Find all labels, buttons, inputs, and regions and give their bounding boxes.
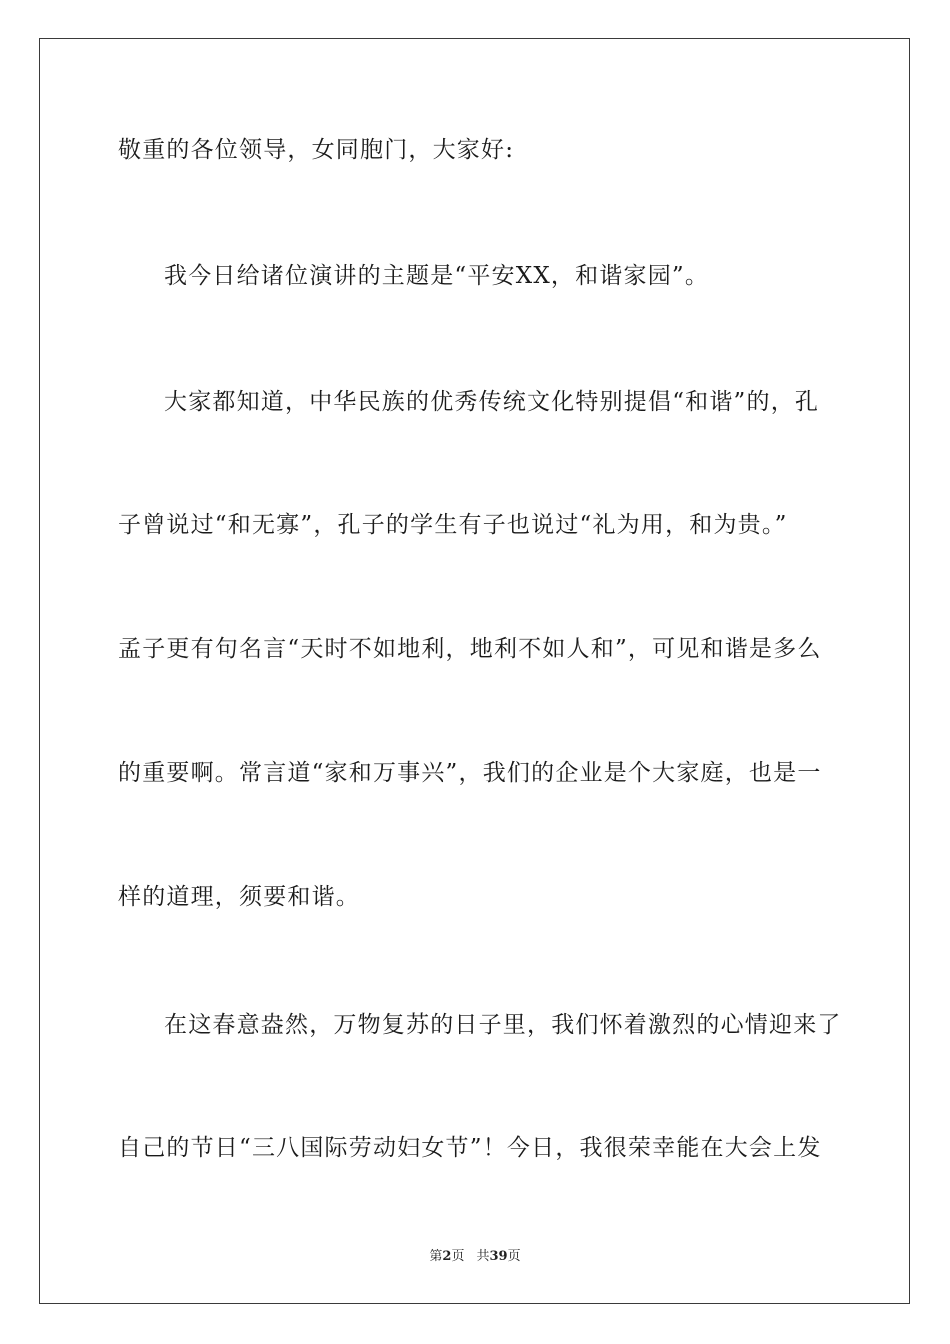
paragraph-line: 在这春意盎然，万物复苏的日子里，我们怀着激烈的心情迎来了 (164, 1012, 842, 1038)
total-prefix: 共 (476, 1249, 490, 1264)
page-prefix: 第 (429, 1249, 443, 1264)
paragraph-line: 子曾说过“和无寡”，孔子的学生有子也说过“礼为用，和为贵。” (118, 512, 788, 538)
paragraph-line: 孟子更有句名言“天时不如地利，地利不如人和”，可见和谐是多么 (118, 636, 822, 662)
paragraph-line: 的重要啊。常言道“家和万事兴”，我们的企业是个大家庭，也是一 (118, 760, 822, 786)
paragraph-line: 样的道理，须要和谐。 (118, 884, 360, 910)
page-number: 2 (442, 1249, 452, 1264)
page-footer (0, 1248, 950, 1266)
paragraph-line: 自己的节日“三八国际劳动妇女节”！今日，我很荣幸能在大会上发 (118, 1135, 822, 1161)
page-suffix: 页 (451, 1249, 465, 1264)
paragraph-line: 大家都知道，中华民族的优秀传统文化特别提倡“和谐”的，孔 (164, 389, 820, 415)
theme-line: 我今日给诸位演讲的主题是“平安XX，和谐家园”。 (164, 263, 710, 289)
total-suffix: 页 (507, 1249, 521, 1264)
greeting-line: 敬重的各位领导，女同胞门，大家好: (118, 137, 515, 163)
total-pages: 39 (489, 1249, 508, 1264)
page-border (39, 38, 910, 1304)
